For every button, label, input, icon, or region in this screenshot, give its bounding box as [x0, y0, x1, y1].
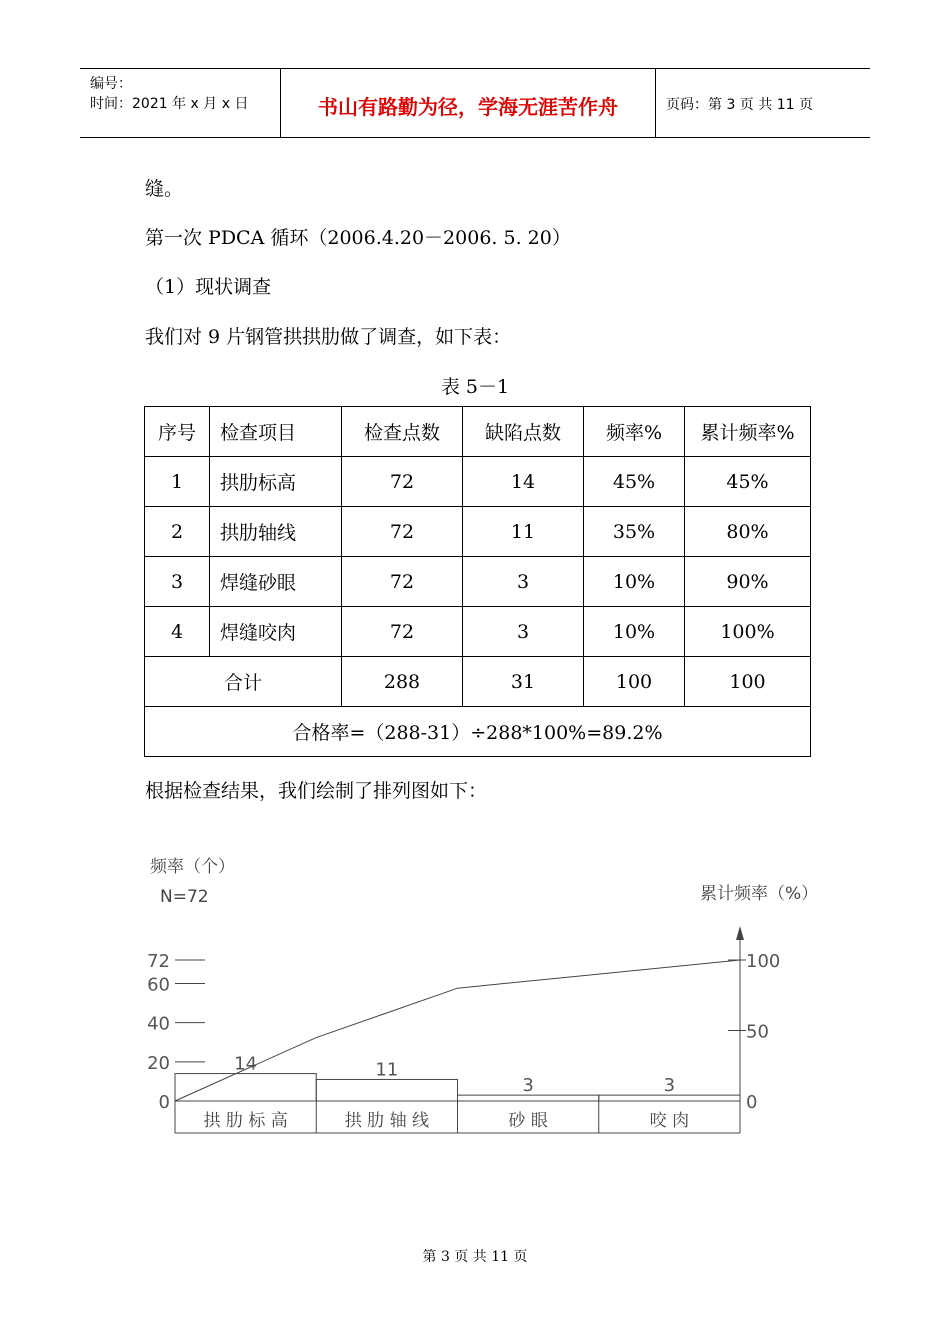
table-row: [145, 607, 811, 657]
category-label: 拱 肋 轴 线: [344, 1111, 429, 1131]
cumulative-line: [175, 960, 740, 1101]
table-cell: 3: [463, 557, 584, 607]
table-row: [145, 457, 811, 507]
right-axis-arrow: [736, 926, 744, 940]
table-row: [145, 507, 811, 557]
th-index: 序号: [145, 407, 210, 457]
table-cell: 10%: [584, 607, 685, 657]
table-cell: 72: [342, 557, 463, 607]
table-cell: 焊缝咬肉: [210, 607, 342, 657]
left-axis-sub: N=72: [160, 887, 209, 907]
table-pass-rate-row: [145, 707, 811, 757]
table-cell: 288: [342, 657, 463, 707]
header-motto-cell: [280, 69, 656, 137]
table-cell: 4: [145, 607, 210, 657]
line-fragment: 缝。: [145, 178, 184, 200]
table-cell: 合计: [145, 657, 342, 707]
bar-value-label: 3: [522, 1075, 534, 1097]
table-cell: 90%: [685, 557, 811, 607]
category-label: 咬 肉: [649, 1111, 690, 1131]
table-total-row: [145, 657, 811, 707]
header-page-cell: [656, 69, 870, 137]
bar: [316, 1079, 457, 1101]
inspection-table: [144, 406, 811, 757]
table-cell: 焊缝砂眼: [210, 557, 342, 607]
bar: [599, 1095, 740, 1101]
bar-value-label: 11: [375, 1059, 399, 1081]
after-table-text: 根据检查结果，我们绘制了排列图如下：: [145, 780, 488, 802]
left-tick-label: 20: [147, 1052, 170, 1074]
table-cell: 72: [342, 457, 463, 507]
th-cumulative: 累计频率%: [685, 407, 811, 457]
page-footer: 第 3 页 共 11 页: [422, 1249, 528, 1265]
page-header: [80, 68, 870, 138]
category-label: 砂 眼: [508, 1111, 548, 1131]
table-cell: 72: [342, 607, 463, 657]
survey-heading: （1）现状调查: [145, 276, 272, 298]
table-cell: 11: [463, 507, 584, 557]
right-axis-title: 累计频率（%）: [700, 884, 819, 904]
right-tick-label: 0: [746, 1092, 758, 1113]
doc-number-label: 编号：: [90, 76, 132, 92]
table-cell: 2: [145, 507, 210, 557]
table-row: [145, 557, 811, 607]
table-cell: 72: [342, 507, 463, 557]
category-label: 拱 肋 标 高: [203, 1111, 288, 1131]
bar-value-label: 14: [234, 1053, 258, 1075]
table-cell: 拱肋轴线: [210, 507, 342, 557]
th-frequency: 频率%: [584, 407, 685, 457]
header-meta: [80, 69, 280, 137]
th-check-points: 检查点数: [342, 407, 463, 457]
bar: [458, 1095, 599, 1101]
table-cell: 3: [463, 607, 584, 657]
header-page-label: 页码：第 3 页 共 11 页: [666, 97, 813, 113]
table-cell: 1: [145, 457, 210, 507]
left-tick-label: 0: [158, 1092, 170, 1113]
bar: [175, 1074, 316, 1101]
right-tick-label: 100: [746, 951, 781, 972]
th-item: 检查项目: [210, 407, 342, 457]
header-motto: 书山有路勤为径，学海无涯苦作舟: [318, 95, 618, 119]
left-tick-label: 72: [147, 951, 170, 972]
cycle-title: 第一次 PDCA 循环（2006.4.20－2006. 5. 20）: [145, 227, 571, 249]
table-cell: 3: [145, 557, 210, 607]
left-axis-title: 频率（个）: [150, 857, 235, 877]
doc-time-label: 时间：2021 年 x 月 x 日: [90, 96, 249, 112]
table-cell: 14: [463, 457, 584, 507]
table-cell: 10%: [584, 557, 685, 607]
table-cell: 35%: [584, 507, 685, 557]
left-tick-label: 60: [147, 974, 170, 996]
table-header-row: [145, 407, 811, 457]
table-cell: 45%: [685, 457, 811, 507]
th-defect-points: 缺陷点数: [463, 407, 584, 457]
bar-value-label: 3: [663, 1075, 676, 1097]
table-cell: 80%: [685, 507, 811, 557]
table-cell: 31: [463, 657, 584, 707]
pass-rate-cell: 合格率=（288-31）÷288*100%=89.2%: [145, 707, 811, 757]
survey-intro: 我们对 9 片钢管拱拱肋做了调查，如下表：: [145, 326, 512, 348]
left-tick-label: 40: [147, 1013, 170, 1035]
table-cell: 100%: [685, 607, 811, 657]
table-cell: 45%: [584, 457, 685, 507]
table-cell: 100: [584, 657, 685, 707]
table-caption: 表 5－1: [440, 376, 510, 398]
table-cell: 100: [685, 657, 811, 707]
right-tick-label: 50: [746, 1021, 769, 1043]
table-cell: 拱肋标高: [210, 457, 342, 507]
